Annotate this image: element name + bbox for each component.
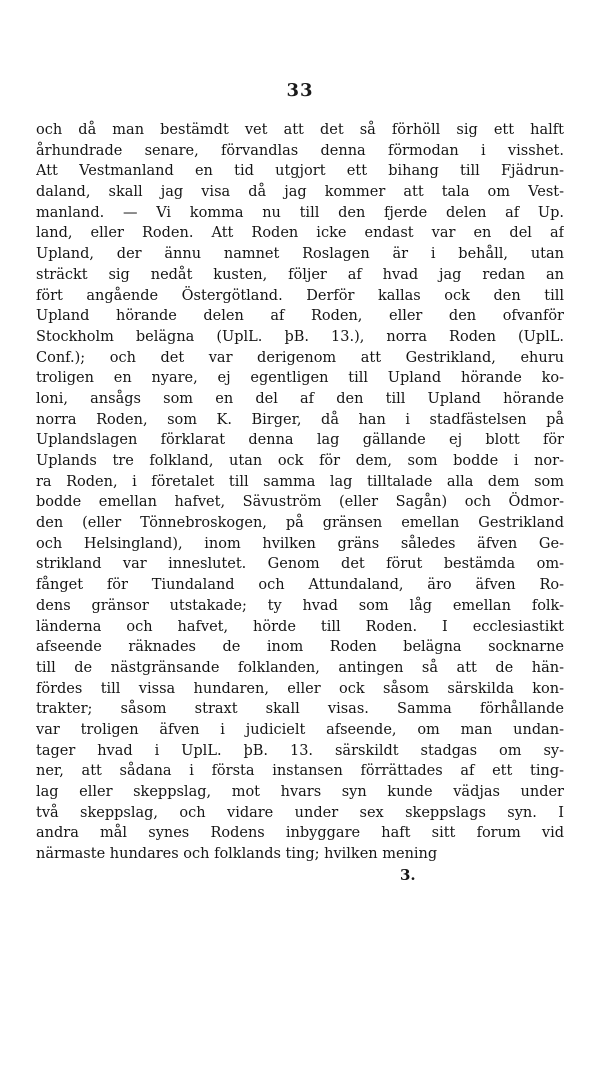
text-line: bodde emellan hafvet, Sävuström (eller Sagån) och Ödmor-: [36, 494, 564, 511]
text-line: Upland, der ännu namnet Roslagen är i behåll, utan: [36, 246, 564, 263]
text-line: ner, att sådana i första instansen förrättades af ett ting-: [36, 763, 564, 780]
text-line: och Helsingland), inom hvilken gräns således äfven Ge-: [36, 535, 564, 552]
body-text: [36, 120, 564, 865]
text-line: Uplandslagen förklarat denna lag gällande ej blott för: [36, 432, 564, 449]
text-line: sträckt sig nedåt kusten, följer af hvad jag redan an: [36, 266, 564, 283]
text-line: troligen en nyare, ej egentligen till Upland hörande ko-: [36, 370, 564, 387]
text-line: två skeppslag, och vidare under sex skeppslags syn. I: [36, 804, 564, 821]
text-line: dens gränsor utstakade; ty hvad som låg emellan folk-: [36, 597, 564, 614]
text-line: den (eller Tönnebroskogen, på gränsen emellan Gestrikland: [36, 515, 564, 532]
text-line: trakter; såsom straxt skall visas. Samma förhållande: [36, 701, 564, 718]
text-line: närmaste hundares och folklands ting; hvilken mening: [36, 846, 438, 863]
text-line: och då man bestämdt vet att det så förhöll sig ett halft: [36, 122, 564, 138]
text-line: fört angående Östergötland. Derför kallas ock den till: [36, 287, 564, 304]
page-number: 33: [286, 80, 314, 101]
text-line: Att Vestmanland en tid utgjort ett bihang till Fjädrun-: [36, 163, 564, 180]
text-line: länderna och hafvet, hörde till Roden. I ecclesiastikt: [36, 618, 564, 635]
catchword: 3.: [400, 866, 416, 884]
text-line: lag eller skeppslag, mot hvars syn kunde vädjas under: [36, 784, 564, 800]
text-line: land, eller Roden. Att Roden icke endast var en del af: [36, 225, 564, 242]
text-line: afseende räknades de inom Roden belägna socknarne: [36, 639, 564, 656]
text-line: århundrade senare, förvandlas denna förmodan i visshet.: [36, 142, 564, 159]
text-line: Uplands tre folkland, utan ock för dem, som bodde i nor-: [36, 453, 564, 469]
text-line: fånget för Tiundaland och Attundaland, äro äfven Ro-: [36, 577, 564, 594]
text-line: daland, skall jag visa då jag kommer att tala om Vest-: [36, 184, 564, 201]
text-line: fördes till vissa hundaren, eller ock såsom särskilda kon-: [36, 680, 564, 697]
text-line: var troligen äfven i judicielt afseende, om man undan-: [36, 721, 564, 738]
text-line: Conf.); och det var derigenom att Gestrikland, ehuru: [36, 349, 564, 366]
text-line: Stockholm belägna (UplL. þB. 13.), norra Roden (UplL.: [36, 328, 564, 345]
text-line: manland. — Vi komma nu till den fjerde delen af Up.: [36, 204, 564, 221]
text-line: Upland hörande delen af Roden, eller den ofvanför: [36, 308, 564, 325]
text-line: andra mål synes Rodens inbyggare haft sitt forum vid: [36, 825, 564, 842]
text-line: till de nästgränsande folklanden, antingen så att de hän-: [36, 659, 564, 676]
text-line: strikland var inneslutet. Genom det förut bestämda om-: [36, 556, 564, 573]
text-line: ra Roden, i företalet till samma lag tilltalade alla dem som: [36, 473, 564, 490]
text-line: tager hvad i UplL. þB. 13. särskildt stadgas om sy-: [36, 742, 564, 759]
text-line: loni, ansågs som en del af den till Upland hörande: [36, 390, 564, 407]
text-line: norra Roden, som K. Birger, då han i stadfästelsen på: [36, 411, 564, 428]
